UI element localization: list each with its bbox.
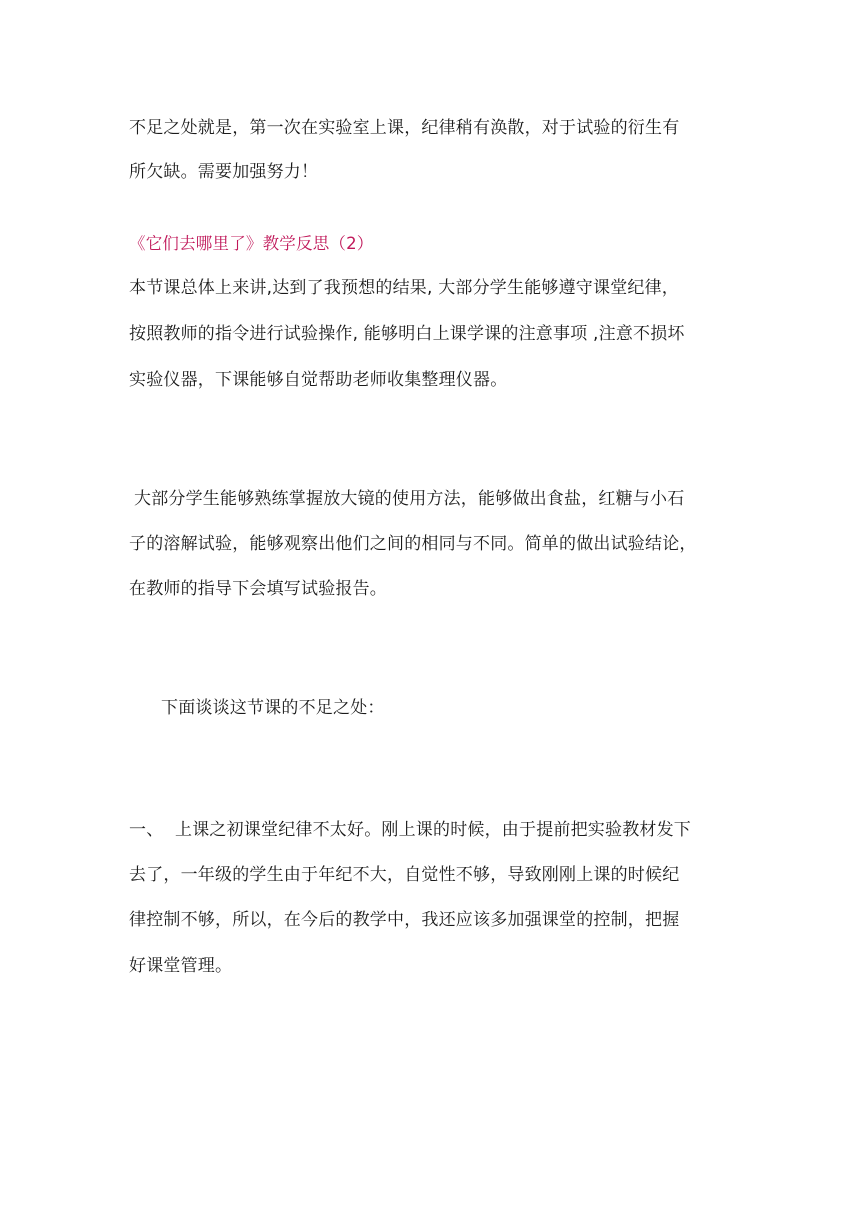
paragraph-5-line-4: 好课堂管理。	[129, 956, 233, 976]
paragraph-2-line-2: 按照教师的指令进行试验操作, 能够明白上课学课的注意事项 ,注意不损坏	[129, 324, 685, 344]
paragraph-3-line-3: 在教师的指导下会填写试验报告。	[129, 579, 387, 599]
paragraph-3-line-2: 子的溶解试验，能够观察出他们之间的相同与不同。简单的做出试验结论，	[129, 534, 697, 554]
paragraph-1-line-1: 不足之处就是，第一次在实验室上课，纪律稍有涣散，对于试验的衍生有	[129, 118, 680, 138]
paragraph-4-line-1: 下面谈谈这节课的不足之处：	[161, 698, 385, 718]
paragraph-5-line-1	[129, 819, 691, 841]
paragraph-5-line-2: 去了，一年级的学生由于年纪不大，自觉性不够，导致刚刚上课的时候纪	[129, 865, 680, 885]
paragraph-5-line-3: 律控制不够，所以，在今后的教学中，我还应该多加强课堂的控制，把握	[129, 910, 680, 930]
paragraph-5-line-1-text: 上课之初课堂纪律不太好。刚上课的时候，由于提前把实验教材发下	[175, 820, 691, 840]
section-heading: 《它们去哪里了》教学反思（2）	[129, 234, 374, 253]
paragraph-1-line-2: 所欠缺。需要加强努力！	[129, 162, 319, 182]
paragraph-2-line-1: 本节课总体上来讲,达到了我预想的结果, 大部分学生能够遵守课堂纪律，	[129, 278, 680, 298]
paragraph-3-line-1: 大部分学生能够熟练掌握放大镜的使用方法，能够做出食盐，红糖与小石	[134, 489, 685, 509]
paragraph-2-line-3: 实验仪器，下课能够自觉帮助老师收集整理仪器。	[129, 370, 508, 390]
list-marker: 一、	[129, 820, 164, 840]
